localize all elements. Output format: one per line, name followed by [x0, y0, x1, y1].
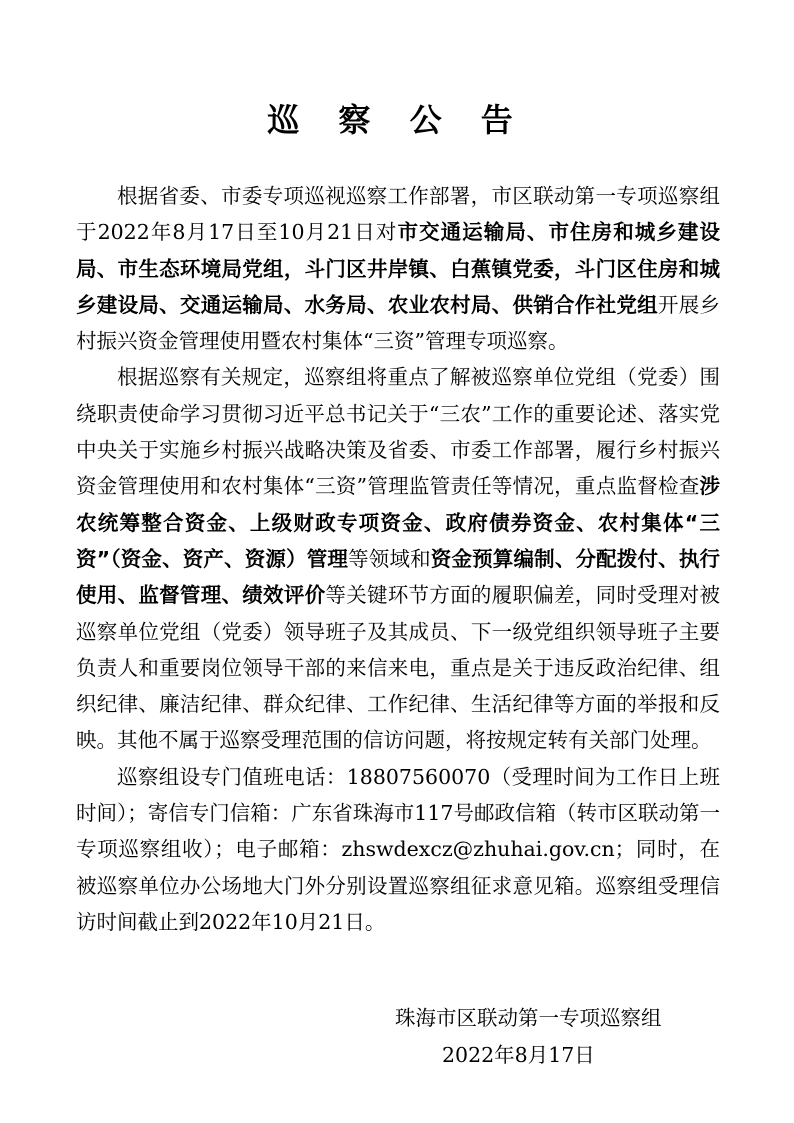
signature-date: 2022年8月17日	[442, 1043, 595, 1067]
paragraph-3-contact	[76, 759, 720, 940]
paragraph-1-run-1: 根据省委、市委专项巡视巡察工作部署，市区联动第一专项巡察组于2022年8月17日至10月21日对	[76, 184, 720, 245]
paragraph-2-run-3: 等领域和	[348, 546, 431, 571]
announcement-body	[76, 178, 720, 940]
paragraph-1	[76, 178, 720, 359]
paragraph-2-run-5: 等关键环节方面的履职偏差，同时受理对被巡察单位党组（党委）领导班子及其成员、下一级党组织领导班子主要负责人和重要岗位领导干部的来信来电，重点是关于违反政治纪律、组织纪律、廉洁纪律、群众纪律、工作纪律、生活纪律等方面的举报和反映。其他不属于巡察受理范围的信访问题，将按规定转有关部门处理。	[76, 583, 721, 753]
paragraph-1-inspected-units: 市交通运输局、市住房和城乡建设局、市生态环境局党组，斗门区井岸镇、白蕉镇党委，斗门区住房和城乡建设局、交通运输局、水务局、农业农村局、供销合作社党组	[76, 220, 720, 317]
paragraph-2-key-links: 资金预算编制、分配拨付、执行使用、监督管理、绩效评价	[76, 546, 721, 608]
page-title: 巡 察 公 告	[267, 101, 527, 139]
paragraph-1-run-3: 开展乡村振兴资金管理使用暨农村集体“三资”管理专项巡察。	[76, 292, 721, 354]
paragraph-2-key-funds: 涉农统筹整合资金、上级财政专项资金、政府债券资金、农村集体“三资”（资金、资产、资源）管理	[76, 474, 720, 571]
paragraph-2	[76, 359, 720, 758]
paragraph-3-run-1: 巡察组设专门值班电话：18807560070（受理时间为工作日上班时间）；寄信专门信箱：广东省珠海市117号邮政信箱（转市区联动第一专项巡察组收）；电子邮箱：zhswdexcz@zhuhai.gov.cn；同时，在被巡察单位办公场地大门外分别设置巡察组征求意见箱。巡察组受理信访时间截止到2022年10月21日。	[76, 764, 720, 934]
signature-organization: 珠海市区联动第一专项巡察组	[395, 1006, 662, 1030]
paragraph-2-run-1: 根据巡察有关规定，巡察组将重点了解被巡察单位党组（党委）围绕职责使命学习贯彻习近平总书记关于“三农”工作的重要论述、落实党中央关于实施乡村振兴战略决策及省委、市委工作部署，履行乡村振兴资金管理使用和农村集体“三资”管理监管责任等情况，重点监督检查	[76, 365, 720, 499]
